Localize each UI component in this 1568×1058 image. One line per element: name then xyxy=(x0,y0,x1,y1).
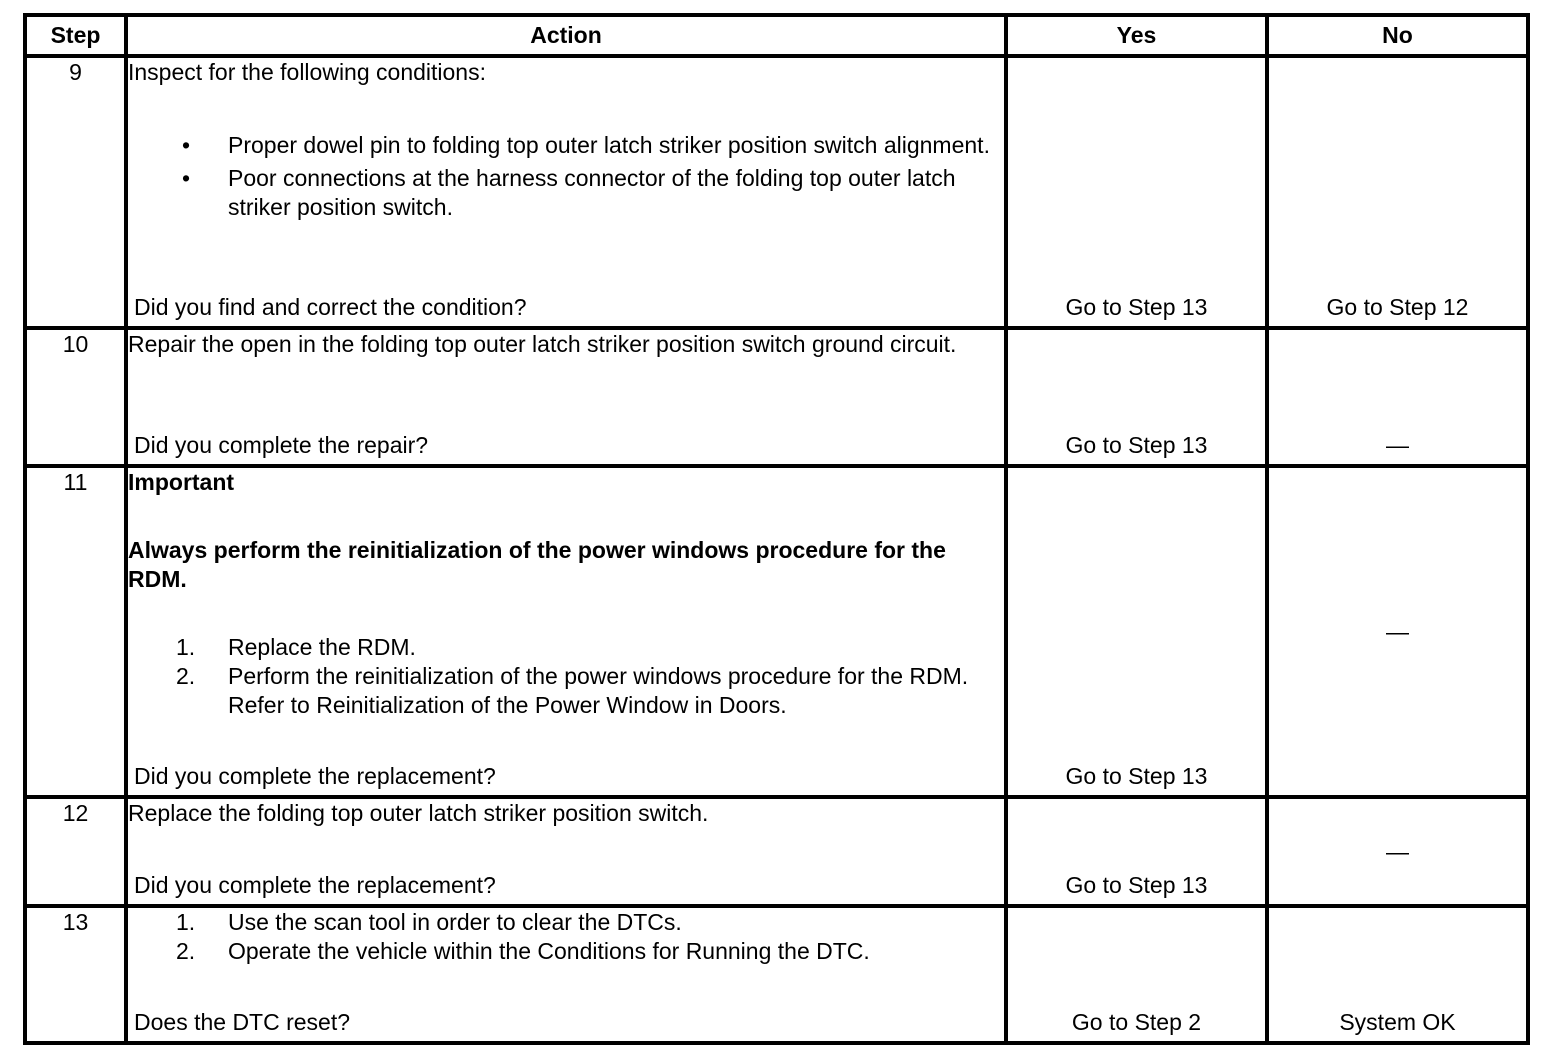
bullet-icon: • xyxy=(181,132,191,158)
step-number: 13 xyxy=(25,906,126,1043)
no-dash: — xyxy=(1386,618,1409,644)
list-item: 1. Use the scan tool in order to clear the DTCs. xyxy=(176,909,682,935)
yes-cell xyxy=(1006,466,1267,797)
table-row-step-9 xyxy=(25,56,1528,328)
header-no: No xyxy=(1267,15,1528,56)
header-yes: Yes xyxy=(1006,15,1267,56)
step-number: 10 xyxy=(25,328,126,466)
no-dash: — xyxy=(1386,838,1409,864)
action-cell xyxy=(126,328,1006,466)
condition-list xyxy=(128,131,1004,222)
bullet-icon: • xyxy=(181,165,191,191)
header-row xyxy=(25,15,1528,56)
procedure-list xyxy=(128,908,1004,966)
diagnostic-table xyxy=(23,13,1530,1045)
table-row-step-12 xyxy=(25,797,1528,906)
no-cell xyxy=(1267,466,1528,797)
action-intro: Repair the open in the folding top outer latch striker position switch ground circuit. xyxy=(128,331,957,357)
action-cell xyxy=(126,797,1006,906)
action-question: Does the DTC reset? xyxy=(134,1009,351,1035)
list-item: 2. Perform the reinitialization of the power windows procedure for the RDM. Refer to Reinitialization of the Power Window in Doors. xyxy=(176,663,969,718)
action-question: Did you complete the replacement? xyxy=(134,872,496,898)
no-cell xyxy=(1267,56,1528,328)
no-result: System OK xyxy=(1339,1009,1456,1035)
header-step: Step xyxy=(25,15,126,56)
yes-cell xyxy=(1006,797,1267,906)
procedure-list xyxy=(128,633,1004,720)
action-intro: Inspect for the following conditions: xyxy=(128,59,486,85)
action-question: Did you complete the replacement? xyxy=(134,763,496,789)
action-question: Did you find and correct the condition? xyxy=(134,294,527,320)
action-cell xyxy=(126,466,1006,797)
no-cell xyxy=(1267,906,1528,1043)
table-row-step-10 xyxy=(25,328,1528,466)
yes-link[interactable]: Go to Step 13 xyxy=(1065,763,1208,789)
list-item: • Proper dowel pin to folding top outer latch striker position switch alignment. xyxy=(128,131,1004,160)
header-action: Action xyxy=(126,15,1006,56)
yes-link[interactable]: Go to Step 2 xyxy=(1071,1009,1202,1035)
list-item: 2. Operate the vehicle within the Conditions for Running the DTC. xyxy=(176,938,870,964)
no-cell xyxy=(1267,328,1528,466)
action-cell xyxy=(126,906,1006,1043)
step-number: 9 xyxy=(25,56,126,328)
list-item: 1. Replace the RDM. xyxy=(176,634,416,660)
table-row-step-11 xyxy=(25,466,1528,797)
no-cell xyxy=(1267,797,1528,906)
step-number: 12 xyxy=(25,797,126,906)
yes-link[interactable]: Go to Step 13 xyxy=(1065,432,1208,458)
yes-cell xyxy=(1006,906,1267,1043)
step-number: 11 xyxy=(25,466,126,797)
yes-link[interactable]: Go to Step 13 xyxy=(1065,294,1208,320)
action-cell xyxy=(126,56,1006,328)
no-dash: — xyxy=(1386,432,1409,458)
table-row-step-13 xyxy=(25,906,1528,1043)
yes-cell xyxy=(1006,56,1267,328)
list-item: • Poor connections at the harness connector of the folding top outer latch striker position switch. xyxy=(128,164,1004,222)
no-link[interactable]: Go to Step 12 xyxy=(1326,294,1469,320)
yes-link[interactable]: Go to Step 13 xyxy=(1065,872,1208,898)
action-question: Did you complete the repair? xyxy=(134,432,429,458)
important-label: Important xyxy=(128,469,235,495)
yes-cell xyxy=(1006,328,1267,466)
action-intro: Replace the folding top outer latch striker position switch. xyxy=(128,800,709,826)
important-text: Always perform the reinitialization of the power windows procedure for the RDM. xyxy=(128,537,946,592)
